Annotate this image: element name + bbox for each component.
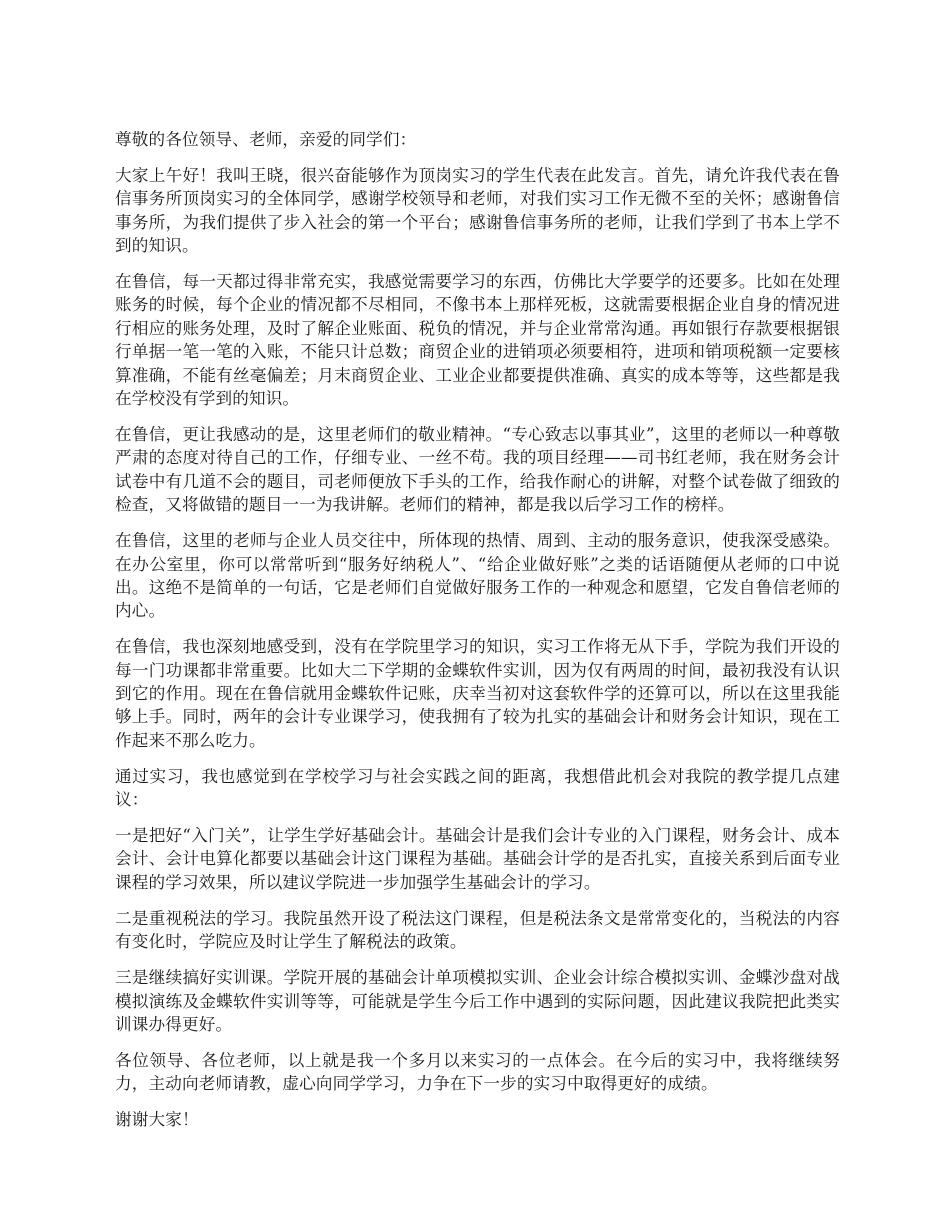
salutation: 尊敬的各位领导、老师，亲爱的同学们：	[115, 130, 417, 149]
paragraph-teacher-dedication: 在鲁信，更让我感动的是，这里老师们的敬业精神。“专心致志以事其业”，这里的老师以一种尊敬严肃的态度对待自己的工作，仔细专业、一丝不苟。我的项目经理——司书红老师，我在财务会计试卷中有几道不会的题目，司老师便放下手头的工作，给我作耐心的讲解，对整个试卷做了细致的检查，又将做错的题目一一为我讲解。老师们的精神，都是我以后学习工作的榜样。	[115, 424, 840, 515]
paragraph-suggestions-intro: 通过实习，我也感觉到在学校学习与社会实践之间的距离，我想借此机会对我院的教学提几点建议：	[115, 766, 840, 810]
paragraph-suggestion-tax-law: 二是重视税法的学习。我院虽然开设了税法这门课程，但是税法条文是常常变化的，当税法的内容有变化时，学院应及时让学生了解税法的政策。	[115, 908, 840, 952]
paragraph-daily-work: 在鲁信，每一天都过得非常充实，我感觉需要学习的东西，仿佛比大学要学的还要多。比如在处理账务的时候，每个企业的情况都不尽相同，不像书本上那样死板，这就需要根据企业自身的情况进行相应的账务处理，及时了解企业账面、税负的情况，并与企业常常沟通。再如银行存款要根据银行单据一笔一笔的入账，不能只计总数；商贸企业的进销项必须要相符，进项和销项税额一定要核算准确，不能有丝毫偏差；月末商贸企业、工业企业都要提供准确、真实的成本等等，这些都是我在学校没有学到的知识。	[115, 272, 840, 409]
paragraph-closing: 各位领导、各位老师，以上就是我一个多月以来实习的一点体会。在今后的实习中，我将继续努力，主动向老师请教，虚心向同学学习，力争在下一步的实习中取得更好的成绩。	[115, 1050, 840, 1094]
paragraph-greeting: 大家上午好！我叫王晓，很兴奋能够作为顶岗实习的学生代表在此发言。首先，请允许我代表在鲁信事务所顶岗实习的全体同学，感谢学校领导和老师，对我们实习工作无微不至的关怀；感谢鲁信事务所，为我们提供了步入社会的第一个平台；感谢鲁信事务所的老师，让我们学到了书本上学不到的知识。	[115, 165, 840, 256]
paragraph-college-knowledge: 在鲁信，我也深刻地感受到，没有在学院里学习的知识，实习工作将无从下手，学院为我们开设的每一门功课都非常重要。比如大二下学期的金蝶软件实训，因为仅有两周的时间，最初我没有认识到它的作用。现在在鲁信就用金蝶软件记账，庆幸当初对这套软件学的还算可以，所以在这里我能够上手。同时，两年的会计专业课学习，使我拥有了较为扎实的基础会计和财务会计知识，现在工作起来不那么吃力。	[115, 637, 840, 750]
paragraph-thanks: 谢谢大家！	[115, 1110, 199, 1130]
paragraph-suggestion-basic-accounting: 一是把好“入门关”，让学生学好基础会计。基础会计是我们会计专业的入门课程，财务会计、成本会计、会计电算化都要以基础会计这门课程为基础。基础会计学的是否扎实，直接关系到后面专业课程的学习效果，所以建议学院进一步加强学生基础会计的学习。	[115, 826, 840, 892]
paragraph-suggestion-practical-training: 三是继续搞好实训课。学院开展的基础会计单项模拟实训、企业会计综合模拟实训、金蝶沙盘对战模拟演练及金蝶软件实训等等，可能就是学生今后工作中遇到的实际问题，因此建议我院把此类实训课办得更好。	[115, 968, 840, 1034]
speech-document	[115, 128, 840, 1144]
paragraph-service-attitude: 在鲁信，这里的老师与企业人员交往中，所体现的热情、周到、主动的服务意识，使我深受感染。在办公室里，你可以常常听到“服务好纳税人”、“给企业做好账”之类的话语随便从老师的口中说出。这绝不是简单的一句话，它是老师们自觉做好服务工作的一种观念和愿望，它发自鲁信老师的内心。	[115, 531, 840, 621]
